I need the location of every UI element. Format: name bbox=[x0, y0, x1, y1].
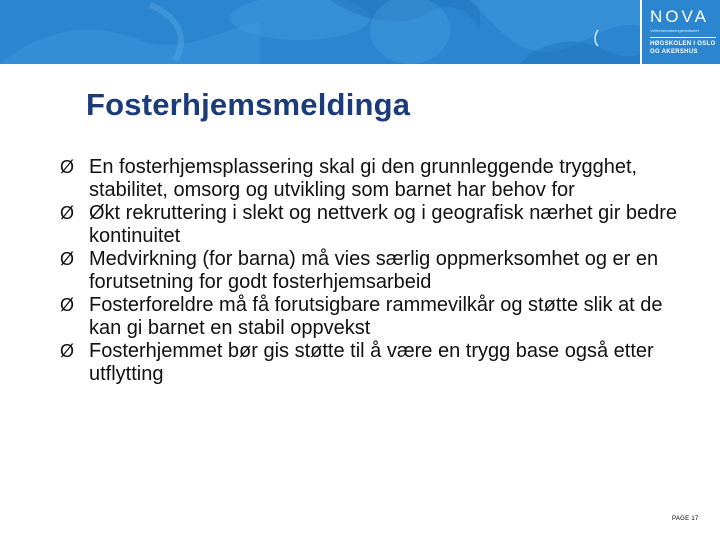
bullet-list bbox=[60, 156, 680, 386]
bullet-text: En fosterhjemsplassering skal gi den grunnleggende trygghet, stabilitet, omsorg og utvikling som barnet har behov for bbox=[89, 156, 638, 201]
logo-subtitle: Velferdsforskningsinstituttet bbox=[650, 28, 699, 33]
arrow-bullet-icon: Ø bbox=[60, 157, 75, 177]
logo-wordmark: NOVA bbox=[650, 7, 709, 26]
school-name bbox=[650, 40, 720, 56]
bullet-text: Fosterhjemmet bør gis støtte til å være en trygg base også etter utflytting bbox=[89, 340, 654, 385]
bullet-item bbox=[60, 156, 680, 202]
bullet-item bbox=[60, 294, 680, 340]
bullet-text: Fosterforeldre må få forutsigbare rammevilkår og støtte slik at de kan gi barnet en stabil oppvekst bbox=[89, 294, 663, 339]
arrow-bullet-icon: Ø bbox=[60, 249, 75, 269]
header-banner bbox=[0, 0, 720, 64]
photo-collage-banner bbox=[0, 0, 640, 64]
arrow-bullet-icon: Ø bbox=[60, 203, 75, 223]
logo-divider bbox=[650, 37, 716, 38]
arrow-bullet-icon: Ø bbox=[60, 341, 75, 361]
page-number: PAGE 17 bbox=[672, 516, 699, 522]
bullet-item bbox=[60, 202, 680, 248]
slide-title: Fosterhjemsmeldinga bbox=[86, 87, 411, 122]
bullet-item bbox=[60, 340, 680, 386]
school-line-1: HØGSKOLEN I OSLO bbox=[650, 41, 716, 47]
bullet-item bbox=[60, 248, 680, 294]
bullet-text: Medvirkning (for barna) må vies særlig oppmerksomhet og er en forutsetning for godt fosterhjemsarbeid bbox=[89, 248, 659, 293]
arrow-bullet-icon: Ø bbox=[60, 295, 75, 315]
school-line-2: OG AKERSHUS bbox=[650, 49, 698, 55]
bullet-text: Økt rekruttering i slekt og nettverk og i geografisk nærhet gir bedre kontinuitet bbox=[89, 202, 678, 247]
nova-logo bbox=[640, 0, 720, 64]
